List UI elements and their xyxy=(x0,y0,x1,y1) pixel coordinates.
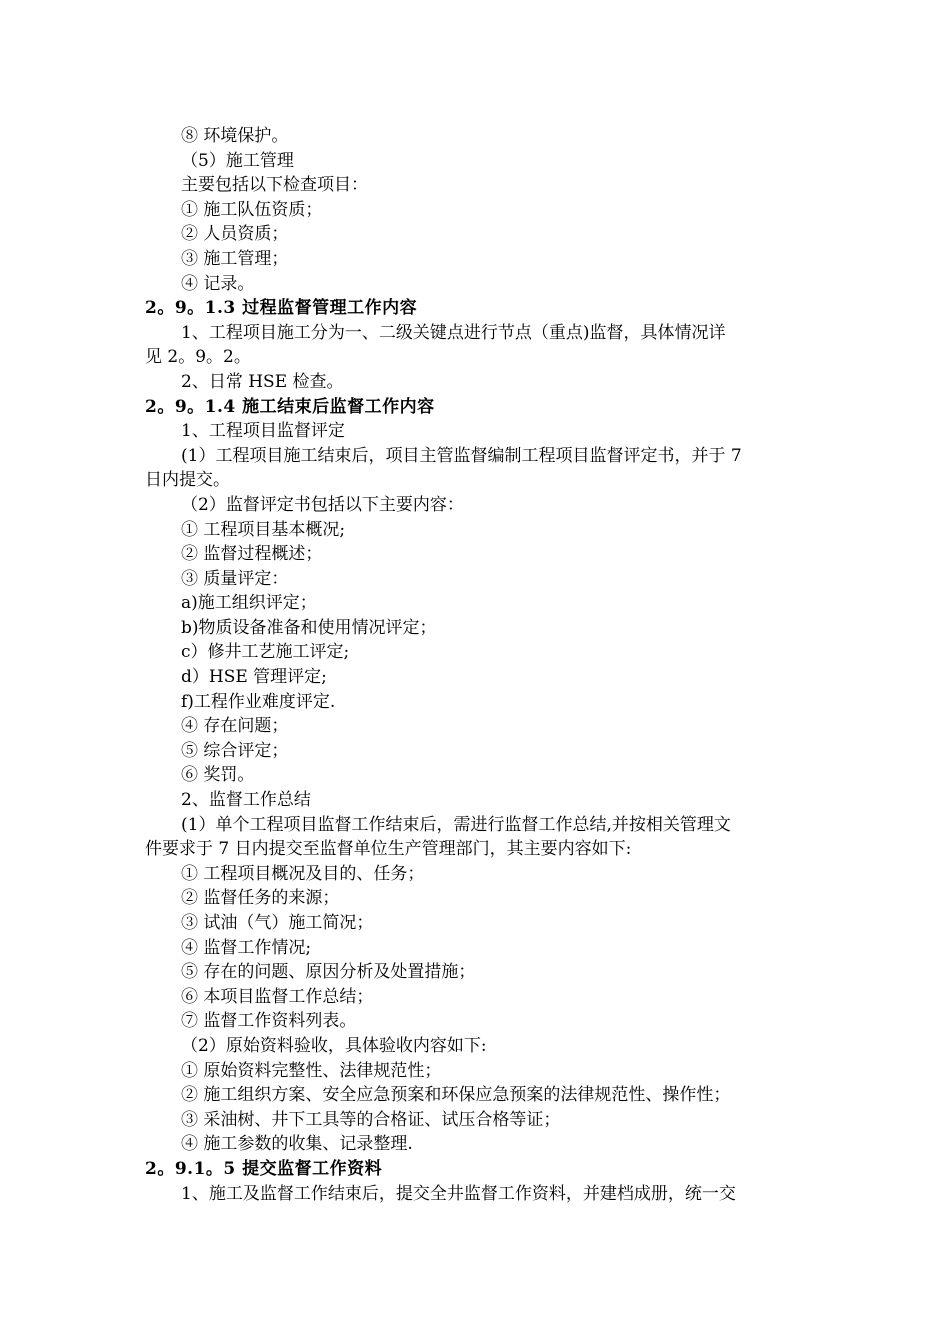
text-line: b)物质设备准备和使用情况评定； xyxy=(181,617,437,638)
text-line: （5）施工管理 xyxy=(181,150,294,171)
text-line: ④ 监督工作情况; xyxy=(181,937,312,958)
text-line: ② 监督过程概述； xyxy=(181,544,323,565)
text-line: 1、施工及监督工作结束后，提交全井监督工作资料，并建档成册，统一交 xyxy=(181,1183,736,1204)
text-line: 1、工程项目监督评定 xyxy=(181,421,345,442)
text-line: ④ 存在问题； xyxy=(181,716,289,737)
text-line: ① 工程项目概况及目的、任务； xyxy=(181,863,425,884)
text-line: ④ 施工参数的收集、记录整理. xyxy=(181,1134,413,1155)
text-line: ⑧ 环境保护。 xyxy=(181,126,289,146)
text-line: f)工程作业难度评定. xyxy=(181,691,336,712)
text-line: ② 监督任务的来源； xyxy=(181,888,340,909)
text-line: ③ 质量评定： xyxy=(181,568,289,589)
text-line: ⑤ 综合评定； xyxy=(181,740,289,761)
text-line: ③ 试油（气）施工简况； xyxy=(181,913,374,933)
text-line: 2、日常 HSE 检查。 xyxy=(181,371,344,392)
text-line: 主要包括以下检查项目： xyxy=(181,175,368,196)
text-line: 1、工程项目施工分为一、二级关键点进行节点（重点)监督，具体情况详 xyxy=(181,322,726,343)
text-line: 见 2。9。2。 xyxy=(145,347,251,368)
text-line: ③ 施工管理； xyxy=(181,248,289,269)
text-line: 2、监督工作总结 xyxy=(181,790,311,811)
text-line: ⑥ 奖罚。 xyxy=(181,765,255,786)
text-line: ① 施工队伍资质； xyxy=(181,199,323,220)
text-line: (1）工程项目施工结束后，项目主管监督编制工程项目监督评定书，并于 7 xyxy=(181,445,742,466)
text-line: （2）监督评定书包括以下主要内容： xyxy=(181,494,464,515)
text-line: ① 工程项目基本概况; xyxy=(181,519,346,540)
text-line: 日内提交。 xyxy=(145,470,230,491)
text-line: d）HSE 管理评定; xyxy=(181,667,327,688)
text-line: ② 施工组织方案、安全应急预案和环保应急预案的法律规范性、操作性； xyxy=(181,1085,731,1106)
text-line: （2）原始资料验收，具体验收内容如下: xyxy=(181,1035,487,1056)
text-line: (1）单个工程项目监督工作结束后，需进行监督工作总结,并按相关管理文 xyxy=(181,814,731,835)
text-line: ② 人员资质； xyxy=(181,224,289,245)
text-line: ① 原始资料完整性、法律规范性； xyxy=(181,1060,442,1081)
text-line: a)施工组织评定； xyxy=(181,593,317,614)
section-heading: 2。9.1。5 提交监督工作资料 xyxy=(145,1158,383,1179)
text-line: ④ 记录。 xyxy=(181,273,255,294)
text-line: 件要求于 7 日内提交至监督单位生产管理部门，其主要内容如下: xyxy=(145,839,632,860)
text-line: ⑥ 本项目监督工作总结； xyxy=(181,986,374,1007)
document-body xyxy=(145,124,810,1206)
text-line: ⑤ 存在的问题、原因分析及处置措施； xyxy=(181,962,476,983)
section-heading: 2。9。1.3 过程监督管理工作内容 xyxy=(145,298,418,319)
text-line: c）修井工艺施工评定; xyxy=(181,642,350,663)
text-line: ③ 采油树、井下工具等的合格证、试压合格等证； xyxy=(181,1109,561,1130)
section-heading: 2。9。1.4 施工结束后监督工作内容 xyxy=(145,396,435,417)
text-line: ⑦ 监督工作资料列表。 xyxy=(181,1011,357,1032)
